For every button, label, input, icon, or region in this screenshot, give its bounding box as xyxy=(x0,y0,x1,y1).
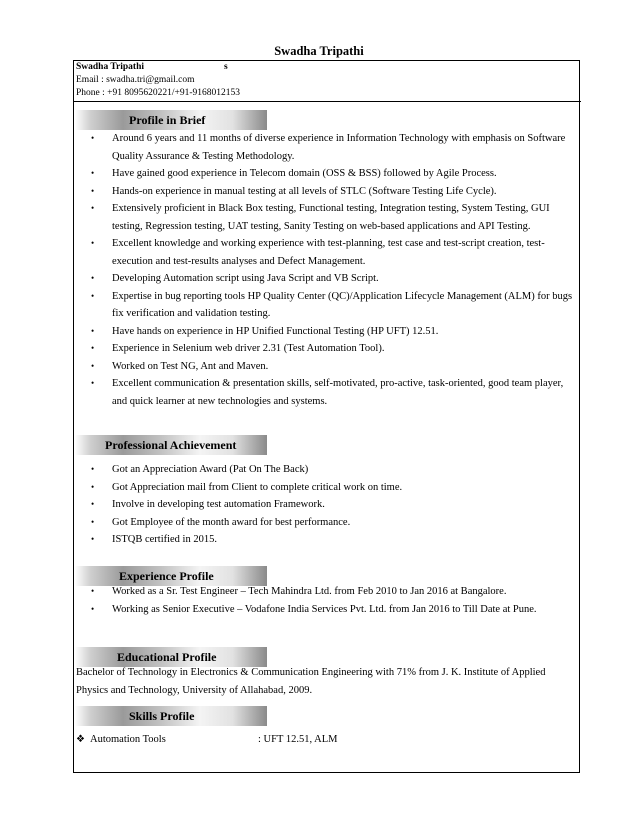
bullet-icon: • xyxy=(91,603,95,614)
list-item xyxy=(88,531,575,549)
list-item-text: ISTQB certified in 2015. xyxy=(112,534,217,545)
list-item xyxy=(88,601,575,619)
list-item xyxy=(88,358,575,376)
list-item xyxy=(88,200,575,235)
bullet-icon: • xyxy=(91,481,95,492)
phone-line: Phone : +91 8095620221/+91-9168012153 xyxy=(76,88,241,98)
bullet-icon: • xyxy=(91,586,95,596)
diamond-bullet-icon: ❖ xyxy=(76,734,85,745)
skills-list xyxy=(76,731,575,749)
bullet-icon: • xyxy=(91,203,95,213)
bullet-icon: • xyxy=(91,378,95,388)
list-item-text: Hands-on experience in manual testing at all levels of STLC (Software Testing Life Cycle). xyxy=(112,185,497,197)
bullet-icon: • xyxy=(91,516,95,527)
section-heading-skills: Skills Profile xyxy=(75,706,267,726)
list-item-text: Got an Appreciation Award (Pat On The Back) xyxy=(112,464,309,475)
list-item-text: Excellent knowledge and working experience with test-planning, test case and test-script creation, test-execution and test-results analyses and Defect Management. xyxy=(112,238,545,267)
list-item xyxy=(88,130,575,165)
list-item xyxy=(88,375,575,410)
section-heading-education: Educational Profile xyxy=(75,647,267,667)
list-item xyxy=(88,461,575,479)
list-item-text: Working as Senior Executive – Vodafone India Services Pvt. Ltd. from Jan 2016 to Till Date at Pune. xyxy=(112,603,537,615)
list-item-text: Excellent communication & presentation skills, self-motivated, pro-active, task-oriented, good team player, and quick learner at new technologies and systems. xyxy=(112,378,564,407)
section-heading-experience: Experience Profile xyxy=(75,566,267,586)
section-heading-profile: Profile in Brief xyxy=(75,110,267,130)
list-item xyxy=(88,183,575,201)
page-title: Swadha Tripathi xyxy=(274,44,364,58)
list-item xyxy=(88,270,575,288)
bullet-icon: • xyxy=(91,168,95,178)
experience-list xyxy=(88,583,575,618)
list-item-text: Got Appreciation mail from Client to complete critical work on time. xyxy=(112,481,403,493)
bullet-icon: • xyxy=(91,273,95,283)
skill-label: Automation Tools xyxy=(90,734,166,745)
list-item-text: Involve in developing test automation Framework. xyxy=(112,499,325,510)
list-item xyxy=(88,165,575,183)
achievement-list xyxy=(88,461,575,549)
email-line: Email : swadha.tri@gmail.com xyxy=(76,75,195,85)
skill-row xyxy=(76,731,575,749)
contact-header xyxy=(74,61,581,102)
list-item xyxy=(88,496,575,514)
list-item-text: Expertise in bug reporting tools HP Quality Center (QC)/Application Lifecycle Management (ALM) for bugs fix verification and validation testing. xyxy=(112,290,573,319)
bullet-icon: • xyxy=(91,185,95,196)
list-item-text: Have gained good experience in Telecom domain (OSS & BSS) followed by Agile Process. xyxy=(112,168,497,179)
list-item xyxy=(88,235,575,270)
bullet-icon: • xyxy=(91,534,95,544)
profile-list xyxy=(88,130,575,410)
skill-value: : UFT 12.51, ALM xyxy=(258,734,338,745)
bullet-icon: • xyxy=(91,238,95,248)
list-item xyxy=(88,288,575,323)
bullet-icon: • xyxy=(91,499,95,509)
list-item-text: Developing Automation script using Java Script and VB Script. xyxy=(112,273,379,284)
bullet-icon: • xyxy=(91,290,95,301)
list-item-text: Have hands on experience in HP Unified Functional Testing (HP UFT) 12.51. xyxy=(112,325,439,337)
name-mark: s xyxy=(224,62,228,72)
list-item-text: Experience in Selenium web driver 2.31 (Test Automation Tool). xyxy=(112,343,385,354)
bullet-icon: • xyxy=(91,325,95,336)
list-item-text: Extensively proficient in Black Box testing, Functional testing, Integration testing, System Testing, GUI testing, Regression testing, UAT testing, Sanity Testing on web-based applications and API Testing. xyxy=(112,203,550,232)
list-item xyxy=(88,323,575,341)
bullet-icon: • xyxy=(91,133,95,143)
list-item-text: Got Employee of the month award for best performance. xyxy=(112,516,351,528)
list-item xyxy=(88,583,575,601)
section-heading-achievement: Professional Achievement xyxy=(75,435,267,455)
resume-frame xyxy=(73,60,580,773)
education-text: Bachelor of Technology in Electronics & Communication Engineering with 71% from J. K. Institute of Applied Physics and Technology, University of Allahabad, 2009. xyxy=(76,667,546,696)
list-item-text: Worked on Test NG, Ant and Maven. xyxy=(112,360,269,372)
list-item xyxy=(88,479,575,497)
bullet-icon: • xyxy=(91,360,95,371)
bullet-icon: • xyxy=(91,343,95,353)
list-item xyxy=(88,514,575,532)
list-item xyxy=(88,340,575,358)
list-item-text: Worked as a Sr. Test Engineer – Tech Mahindra Ltd. from Feb 2010 to Jan 2016 at Bangalore. xyxy=(112,586,507,597)
candidate-name: Swadha Tripathi xyxy=(76,62,145,72)
bullet-icon: • xyxy=(91,464,95,474)
list-item-text: Around 6 years and 11 months of diverse experience in Information Technology with emphasis on Software Quality Assurance & Testing Methodology. xyxy=(112,133,566,162)
